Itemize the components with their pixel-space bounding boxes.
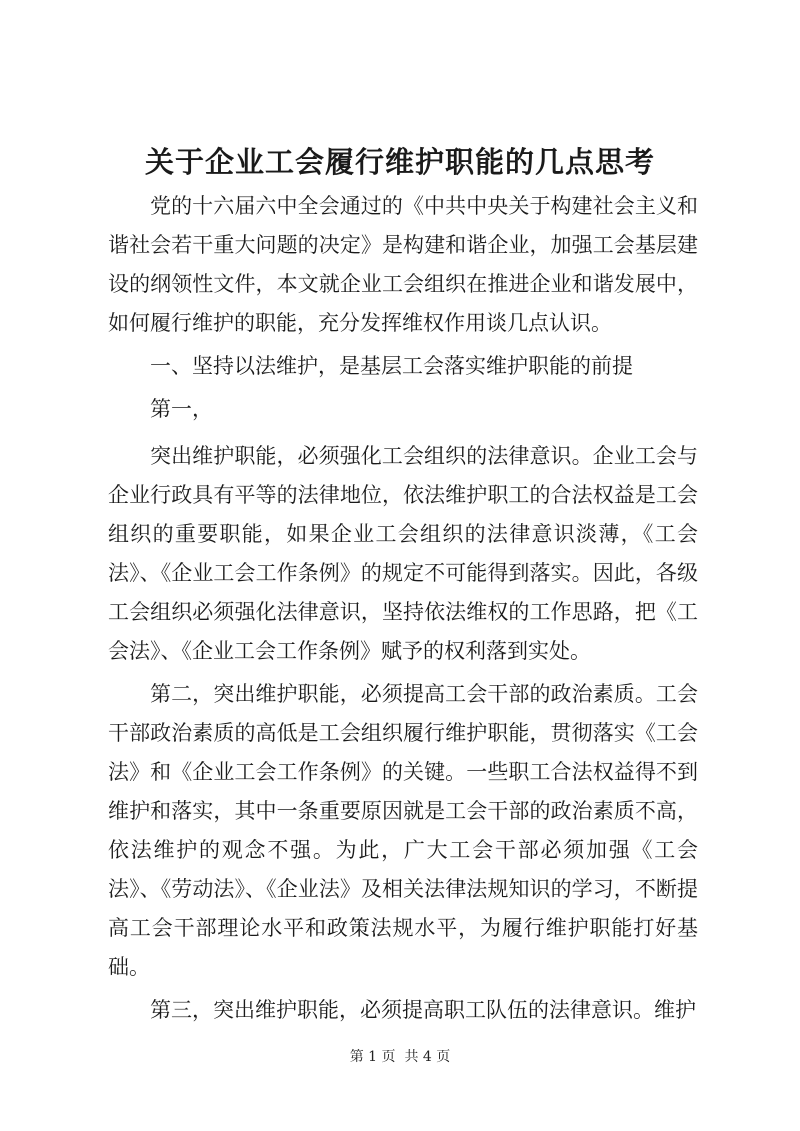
paragraph-third: 第三，突出维护职能，必须提高职工队伍的法律意识。维护 — [150, 998, 696, 1022]
paragraph-second: 第二，突出维护职能，必须提高工会干部的政治素质。工会干部政治素质的高低是工会组织履行维护职能，贯彻落实《工会法》和《企业工会工作条例》的关键。一些职工合法权益得不到维护和落实，其中一条重要原因就是工会干部的政治素质不高，依法维护的观念不强。为此，广大工会干部必须加强《工会法》、《劳动法》、《企业法》及相关法律法规知识的学习，不断提高工会干部理论水平和政策法规水平，为履行维护职能打好基础。 — [108, 682, 698, 979]
section-heading-1: 一、坚持以法维护，是基层工会落实维护职能的前提 — [150, 354, 633, 378]
paragraph-intro: 党的十六届六中全会通过的《中共中央关于构建社会主义和谐社会若干重大问题的决定》是构建和谐企业，加强工会基层建设的纲领性文件，本文就企业工会组织在推进企业和谐发展中，如何履行维护的职能，充分发挥维权作用谈几点认识。 — [108, 194, 698, 335]
paragraph-first-label: 第一， — [150, 397, 213, 421]
document-body — [108, 187, 698, 1030]
page-number-label: 第 1 页 共 4 页 — [349, 1049, 451, 1065]
paragraph-first: 突出维护职能，必须强化工会组织的法律意识。企业工会与企业行政具有平等的法律地位，依法维护职工的合法权益是工会组织的重要职能，如果企业工会组织的法律意识淡薄，《工会法》、《企业工会工作条例》的规定不可能得到落实。因此，各级工会组织必须强化法律意识，坚持依法维权的工作思路，把《工会法》、《企业工会工作条例》赋予的权利落到实处。 — [108, 444, 698, 663]
document-title: 关于企业工会履行维护职能的几点思考 — [144, 145, 655, 179]
page-footer — [0, 1046, 800, 1066]
